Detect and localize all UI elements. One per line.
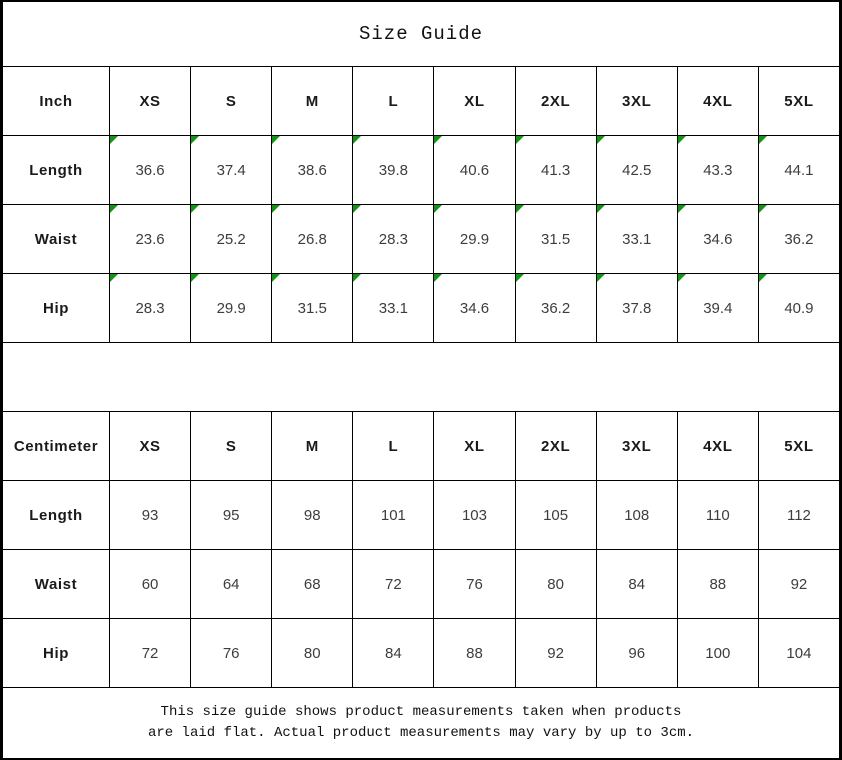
measurement-value: 26.8 [297,230,327,248]
measurement-value: 108 [624,506,650,524]
measurement-value: 23.6 [135,230,165,248]
measurement-value-cell [596,550,677,619]
size-header-cell: 3XL [596,412,677,481]
green-corner-flag-icon [353,136,361,144]
measurement-value-cell [434,550,515,619]
measurement-value-cell [677,550,758,619]
measurement-value-cell [434,136,515,205]
measurement-value: 68 [303,575,321,593]
measurement-value: 95 [222,506,240,524]
measurement-value-cell [515,136,596,205]
measurement-value: 43.3 [703,161,733,179]
measurement-value: 29.9 [216,299,246,317]
measurement-value: 29.9 [459,230,490,248]
measurement-label-cell: Hip [3,619,110,688]
size-guide-table [2,2,840,758]
green-corner-flag-icon [353,205,361,213]
measurement-value-cell [272,619,353,688]
measurement-value: 64 [222,575,240,593]
table-row [3,274,840,343]
size-header-cell: 2XL [515,67,596,136]
measurement-value-cell [515,205,596,274]
measurement-value: 72 [385,575,402,593]
measurement-value-cell [353,619,434,688]
measurement-value: 44.1 [784,161,814,179]
green-corner-flag-icon [678,136,686,144]
measurement-value: 98 [303,506,321,524]
green-corner-flag-icon [434,136,442,144]
measurement-value: 80 [303,644,321,662]
unit-header-cell: Centimeter [3,412,110,481]
measurement-value-cell [758,274,839,343]
measurement-value: 39.4 [703,299,733,317]
measurement-value: 88 [466,644,483,662]
size-header-cell: XS [110,412,191,481]
measurement-value: 92 [790,575,808,593]
measurement-value: 36.2 [541,299,571,317]
measurement-value: 84 [628,575,646,593]
measurement-value-cell [677,481,758,550]
measurement-value: 101 [380,506,406,524]
green-corner-flag-icon [272,274,280,282]
measurement-value-cell [272,136,353,205]
measurement-value: 93 [141,506,159,524]
size-header-cell: 2XL [515,412,596,481]
measurement-value: 37.8 [622,299,652,317]
measurement-value: 76 [466,575,483,593]
green-corner-flag-icon [597,205,605,213]
unit-header-cell: Inch [3,67,110,136]
footer-note [3,688,840,759]
measurement-value-cell [434,205,515,274]
measurement-value: 103 [461,506,487,524]
measurement-value-cell [191,619,272,688]
green-corner-flag-icon [678,274,686,282]
measurement-label-cell: Waist [3,205,110,274]
size-header-cell: 4XL [677,412,758,481]
measurement-value-cell [758,136,839,205]
measurement-label-cell: Length [3,481,110,550]
size-header-cell: S [191,412,272,481]
measurement-value: 60 [141,575,159,593]
measurement-value-cell [596,274,677,343]
measurement-value-cell [434,619,515,688]
measurement-value-cell [353,205,434,274]
measurement-value-cell [596,619,677,688]
measurement-value-cell [110,550,191,619]
measurement-value-cell [758,619,839,688]
measurement-value-cell [434,274,515,343]
measurement-value-cell [353,481,434,550]
measurement-value: 96 [628,644,646,662]
measurement-value-cell [110,619,191,688]
measurement-value: 33.1 [622,230,652,248]
measurement-value: 80 [547,575,564,593]
measurement-value-cell [596,136,677,205]
measurement-value: 38.6 [297,161,327,179]
green-corner-flag-icon [759,205,767,213]
measurement-value: 28.3 [378,230,408,248]
measurement-value-cell [110,481,191,550]
measurement-value-cell [110,205,191,274]
measurement-value-cell [191,274,272,343]
measurement-value-cell [191,481,272,550]
green-corner-flag-icon [272,205,280,213]
measurement-value-cell [272,274,353,343]
size-header-cell: XS [110,67,191,136]
green-corner-flag-icon [516,136,524,144]
measurement-value: 84 [385,644,402,662]
green-corner-flag-icon [110,205,118,213]
table-row [3,136,840,205]
measurement-value: 39.8 [378,161,408,179]
measurement-value: 76 [222,644,240,662]
measurement-value: 31.5 [297,299,327,317]
size-header-cell: 4XL [677,67,758,136]
measurement-value-cell [515,481,596,550]
measurement-value-cell [110,136,191,205]
table-row [3,550,840,619]
table-row [3,619,840,688]
size-header-cell: M [272,67,353,136]
measurement-value-cell [515,274,596,343]
measurement-value-cell [677,619,758,688]
size-header-cell: L [353,67,434,136]
measurement-value-cell [434,481,515,550]
size-header-cell: XL [434,412,515,481]
measurement-value: 72 [141,644,159,662]
measurement-value: 25.2 [216,230,246,248]
measurement-value-cell [191,205,272,274]
measurement-value-cell [353,550,434,619]
measurement-value-cell [677,274,758,343]
measurement-value-cell [596,481,677,550]
measurement-value: 33.1 [378,299,408,317]
green-corner-flag-icon [191,136,199,144]
measurement-value: 34.6 [459,299,490,317]
measurement-value-cell [515,619,596,688]
measurement-value: 42.5 [622,161,652,179]
green-corner-flag-icon [191,274,199,282]
size-header-cell: 5XL [758,67,839,136]
green-corner-flag-icon [434,274,442,282]
measurement-value-cell [758,550,839,619]
measurement-value: 37.4 [216,161,246,179]
measurement-value: 31.5 [541,230,571,248]
measurement-label-cell: Length [3,136,110,205]
table-row [3,205,840,274]
measurement-value-cell [272,550,353,619]
measurement-value-cell [353,274,434,343]
measurement-value-cell [596,205,677,274]
size-header-cell: S [191,67,272,136]
measurement-value: 36.2 [784,230,814,248]
size-header-cell: 3XL [596,67,677,136]
spacer-row [3,343,840,412]
measurement-value-cell [758,205,839,274]
green-corner-flag-icon [110,136,118,144]
measurement-value: 100 [705,644,731,662]
measurement-value: 88 [709,575,727,593]
measurement-value-cell [191,550,272,619]
measurement-value: 36.6 [135,161,165,179]
measurement-value: 40.9 [784,299,814,317]
measurement-value-cell [272,481,353,550]
measurement-value-cell [191,136,272,205]
measurement-value-cell [110,274,191,343]
green-corner-flag-icon [597,274,605,282]
green-corner-flag-icon [759,274,767,282]
green-corner-flag-icon [678,205,686,213]
measurement-value-cell [272,205,353,274]
measurement-value: 104 [786,644,812,662]
size-header-cell: L [353,412,434,481]
green-corner-flag-icon [110,274,118,282]
measurement-value-cell [353,136,434,205]
measurement-label-cell: Hip [3,274,110,343]
green-corner-flag-icon [516,205,524,213]
green-corner-flag-icon [191,205,199,213]
size-header-cell: M [272,412,353,481]
green-corner-flag-icon [597,136,605,144]
measurement-value: 112 [786,506,811,524]
measurement-value: 41.3 [541,161,571,179]
size-header-cell: XL [434,67,515,136]
measurement-value: 92 [547,644,564,662]
measurement-value: 110 [705,506,730,524]
measurement-value: 40.6 [459,161,490,179]
measurement-value: 28.3 [135,299,165,317]
measurement-label-cell: Waist [3,550,110,619]
measurement-value-cell [677,205,758,274]
green-corner-flag-icon [759,136,767,144]
green-corner-flag-icon [353,274,361,282]
green-corner-flag-icon [434,205,442,213]
footer-note-line1: This size guide shows product measurements taken when products [160,704,682,720]
measurement-value-cell [515,550,596,619]
measurement-value: 105 [543,506,569,524]
green-corner-flag-icon [272,136,280,144]
measurement-value-cell [677,136,758,205]
table-row [3,481,840,550]
measurement-value: 34.6 [703,230,733,248]
size-header-cell: 5XL [758,412,839,481]
measurement-value-cell [758,481,839,550]
page-title: Size Guide [3,2,840,67]
footer-note-line2: are laid flat. Actual product measurements may vary by up to 3cm. [147,725,695,741]
green-corner-flag-icon [516,274,524,282]
